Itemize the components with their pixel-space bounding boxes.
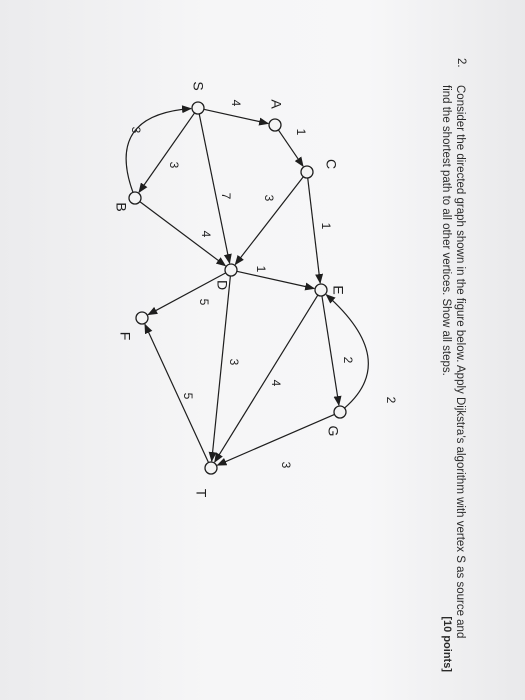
edge-weight-b-s: 3: [128, 126, 143, 134]
edge-weight-s-a: 4: [228, 99, 243, 107]
edge-s-d: [199, 114, 229, 263]
points-label: [10 points]: [441, 616, 453, 672]
vertex-label-a: A: [268, 99, 285, 109]
vertex-label-f: F: [117, 331, 134, 341]
vertex-label-b: B: [113, 202, 130, 212]
edge-c-e: [308, 178, 320, 283]
vertex-d: [225, 264, 237, 276]
vertex-f: [136, 312, 148, 324]
question-text: Consider the directed graph shown in the figure below. Apply Dijkstra’s algorithm with vertex S as source and find the shortest path to all other vertices. Show all steps.: [440, 85, 466, 639]
vertex-c: [301, 166, 313, 178]
edge-weight-b-d: 4: [198, 230, 213, 238]
edge-weight-s-d: 7: [218, 192, 233, 200]
vertex-label-e: E: [330, 285, 347, 295]
edge-e-g: [322, 296, 339, 405]
edge-b-s: [126, 109, 191, 193]
edge-t-f: [145, 324, 209, 462]
edge-weight-a-c: 1: [293, 128, 308, 136]
edge-weight-d-e: 1: [253, 265, 268, 273]
edge-d-e: [237, 271, 314, 288]
edge-weight-t-f: 5: [180, 392, 195, 400]
edge-c-d: [235, 177, 303, 265]
vertex-label-d: D: [214, 279, 231, 291]
edge-e-t: [215, 295, 318, 462]
edge-weight-c-e: 1: [318, 222, 333, 230]
vertex-a: [269, 119, 281, 131]
vertex-label-c: C: [323, 158, 340, 170]
edge-weight-g-e: 2: [383, 396, 398, 404]
vertex-s: [192, 102, 204, 114]
vertex-label-t: T: [193, 488, 210, 498]
edge-weight-e-t: 4: [268, 379, 283, 387]
edge-g-e: [326, 295, 368, 408]
vertex-e: [315, 284, 327, 296]
vertex-g: [334, 406, 346, 418]
edge-weight-s-b: 3: [166, 161, 181, 169]
vertex-label-g: G: [325, 425, 342, 437]
edge-a-c: [278, 130, 303, 166]
edge-weight-d-t: 3: [226, 358, 241, 366]
edge-d-t: [212, 276, 231, 461]
vertex-label-s: S: [190, 81, 207, 91]
edge-weight-g-t: 3: [278, 461, 293, 469]
vertex-b: [129, 192, 141, 204]
edge-weight-d-f: 5: [196, 298, 211, 306]
edge-g-t: [217, 414, 334, 465]
question-number: 2.: [455, 58, 467, 68]
vertex-t: [205, 462, 217, 474]
edge-weight-c-d: 3: [261, 194, 276, 202]
edge-s-a: [204, 109, 268, 123]
edge-s-b: [139, 113, 195, 192]
edge-weight-e-g: 2: [340, 356, 355, 364]
